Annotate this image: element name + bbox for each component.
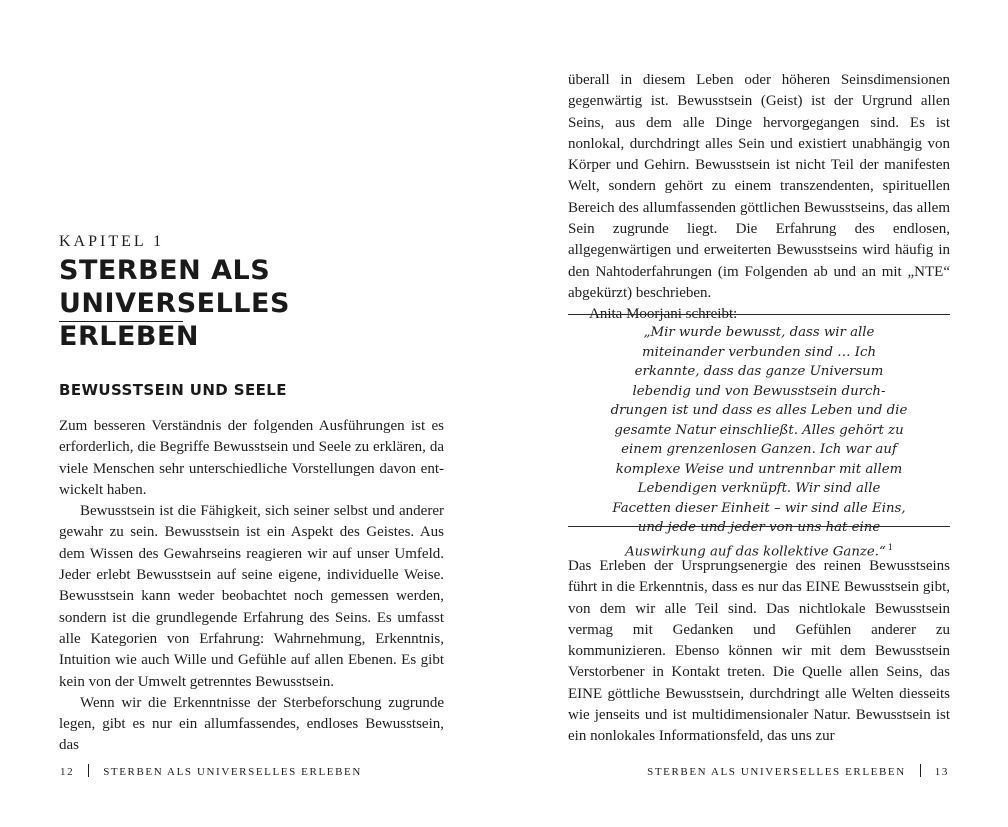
right-page bbox=[504, 0, 1008, 827]
page-number: 13 bbox=[934, 766, 949, 778]
chapter-title-line2: ERLEBEN bbox=[59, 321, 200, 352]
left-body-text bbox=[59, 416, 444, 757]
paragraph: Bewusstsein ist die Fähigkeit, sich seiner selbst und anderer gewahr zu sein. Bewusstsein ist ein Aspekt des Geistes. Aus dem Wissen des Gewahrseins reagieren wir auf unser Umfeld. Jeder erlebt Bewusstsein auf seine eigene, individuelle Weise. Bewusstsein kann weder beobachtet noch gemessen werden, sondern ist die grundlegende Erfahrung des Seins. Es umfasst alle Kategorien von Erfahrung: Wahrnehmung, Erkenntnis, Intuition wie auch Wille und Gefühle auf allen Ebenen. Es gibt kein von der Umwelt getrenntes Bewusstsein. bbox=[59, 503, 444, 690]
quote-body: „Mir wurde bewusst, dass wir alle miteinander verbunden sind … Ich erkannte, dass das ganze Universum lebendig und von Bewusstsein durchdrungen ist und dass es alles Leben und die gesamte Natur einschließt. Alles gehört zu einem grenzenlosen Ganzen. Ich war auf komplexe Weise und untrennbar mit allem Lebendigen verknüpft. Wir sind alle Facetten dieser Einheit – wir sind alle Eins, und jede und jeder von uns hat eine Auswirkung auf das kollektive Ganze.“ bbox=[610, 325, 908, 559]
right-footer bbox=[647, 764, 949, 778]
paragraph: Zum besseren Verständnis der folgenden Ausführungen ist es erforderlich, die Begriffe Bewusstsein und Seele zu erklären, da viele Menschen sehr unterschiedliche Vorstellungen davon entwickelt haben. bbox=[59, 418, 444, 498]
chapter-label: KAPITEL 1 bbox=[59, 233, 165, 250]
running-head: STERBEN ALS UNIVERSELLES ERLEBEN bbox=[103, 766, 362, 778]
paragraph: Anita Moorjani schreibt: bbox=[589, 306, 738, 323]
footer-divider bbox=[920, 764, 921, 777]
page-number: 12 bbox=[60, 766, 75, 778]
quote-text bbox=[609, 323, 909, 561]
right-body-text-bottom bbox=[568, 556, 950, 748]
footer-divider bbox=[88, 764, 89, 777]
footnote-marker[interactable]: 1 bbox=[887, 542, 893, 552]
title-underline bbox=[59, 321, 183, 322]
section-heading: BEWUSSTSEIN UND SEELE bbox=[59, 381, 287, 399]
block-quote bbox=[568, 314, 950, 559]
left-footer bbox=[60, 764, 362, 778]
paragraph: Wenn wir die Erkenntnisse der Sterbeforschung zugrunde legen, gibt es nur ein allumfassendes, endloses Bewusstsein, das bbox=[59, 694, 444, 754]
paragraph: Das Erleben der Ursprungsenergie des reinen Bewusstseins führt in die Erkenntnis, dass es nur das EINE Bewusstsein gibt, von dem wir alle Teil sind. Das nichtlokale Bewusstsein vermag mit Gedanken und Gefühlen anderer zu kommunizieren. Ebenso können wir mit dem Bewusstsein Verstorbener in Kontakt treten. Die Quelle allen Seins, das EINE göttliche Bewusstsein, durchdringt alle Welten diesseits wie jenseits und ist multidimensionaler Natur. Bewusstsein ist ein nonlokales Informationsfeld, das uns zur bbox=[568, 558, 950, 745]
chapter-title bbox=[59, 254, 479, 353]
right-body-text-top bbox=[568, 70, 950, 326]
running-head: STERBEN ALS UNIVERSELLES ERLEBEN bbox=[647, 766, 906, 778]
paragraph: überall in diesem Leben oder höheren Seinsdimensionen gegenwärtig ist. Bewusstsein (Geist) ist der Urgrund allen Seins, aus dem alle Dinge hervorgegangen sind. Es ist nonlokal, durchdringt alles Sein und existiert unabhängig von Körper und Gehirn. Bewusstsein ist nicht Teil der manifesten Welt, sondern gehört zu einem transzendenten, spirituellen Bereich des allumfassenden göttlichen Bewusstseins, das allem Sein zugrunde liegt. Die Erfahrung des endlosen, allgegenwärtigen und erweiterten Bewusstseins wird häufig in den Nahtoderfahrungen (im Folgenden ab und an mit „NTE“ abgekürzt) beschrieben. bbox=[568, 72, 950, 301]
chapter-title-line1: STERBEN ALS UNIVERSELLES bbox=[59, 255, 290, 319]
